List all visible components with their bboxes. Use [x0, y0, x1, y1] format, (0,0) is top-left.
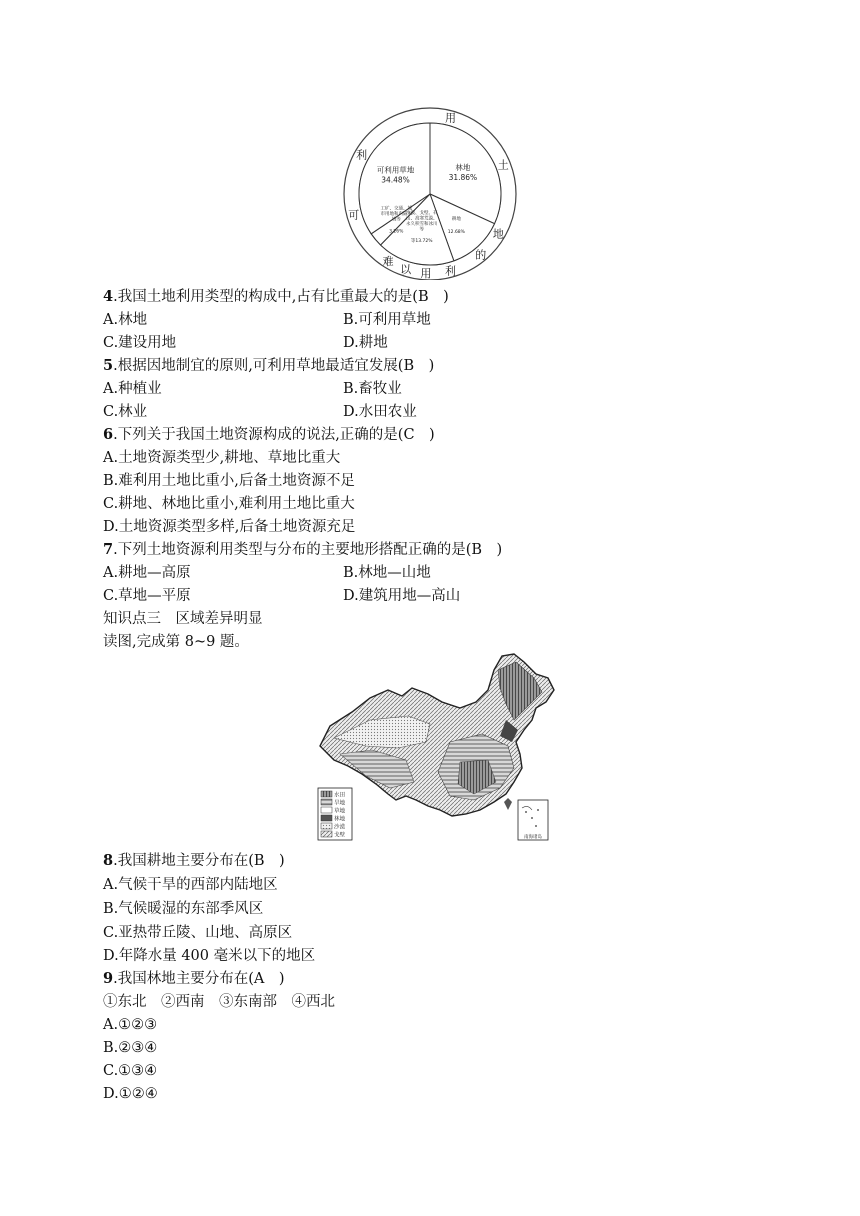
question-8-option-b: B.气候暖湿的东部季风区 [103, 901, 264, 917]
pie-ring-label-char: 地 [492, 227, 504, 241]
pie-slice-name: 林地 [455, 162, 471, 172]
pie-ring-label-char: 用 [444, 111, 456, 125]
question-6-option-d: D.土地资源类型多样,后备土地资源充足 [103, 519, 356, 535]
legend-swatch [321, 831, 332, 837]
option-b: B.可利用草地 [343, 312, 431, 328]
pie-ring-label-char: 土 [497, 158, 509, 172]
option-d: D.水田农业 [343, 404, 417, 420]
pie-ring-label-char: 难 [382, 254, 394, 268]
legend-swatch [321, 815, 332, 821]
question-4-options-row2 [103, 334, 388, 352]
legend-label: 草地 [334, 808, 346, 815]
inset-label: 南海诸岛 [524, 835, 542, 840]
pie-ring-label-char: 利 [444, 264, 456, 278]
option-c: C.林业 [103, 404, 148, 420]
pie-slice-value-label: 12.68% [447, 229, 465, 235]
question-7-options-row2 [103, 587, 461, 605]
read-instruction: 读图,完成第 8~9 题。 [103, 634, 249, 650]
pie-slice-name: 沙漠、戈壁、石山、高寒荒漠、永久积雪和冰川等 [405, 211, 438, 233]
option-c: C.草地—平原 [103, 588, 191, 604]
pie-ring-label-char: 的 [475, 248, 487, 262]
question-6-option-a: A.土地资源类型少,耕地、草地比重大 [103, 450, 341, 466]
legend-swatch [321, 791, 332, 797]
question-8-option-a: A.气候干旱的西部内陆地区 [103, 877, 278, 893]
question-8-option-c: C.亚热带丘陵、山地、高原区 [103, 925, 293, 941]
question-6-option-b: B.难利用土地比重小,后备土地资源不足 [103, 473, 355, 489]
legend-label: 戈壁 [334, 832, 346, 839]
legend-swatch [321, 823, 332, 829]
china-land-use-map [310, 650, 562, 842]
question-8-option-d: D.年降水量 400 毫米以下的地区 [103, 948, 316, 964]
pie-slice-name: 工矿、交通、城市用地和内陆水域等 [380, 206, 413, 223]
legend-label: 水田 [334, 792, 346, 799]
question-6-stem: 6.下列关于我国土地资源构成的说法,正确的是(C ) [103, 426, 435, 443]
pie-slice-value-label: 34.48% [381, 175, 410, 185]
question-9-sub-items: ①东北 ②西南 ③东南部 ④西北 [103, 994, 335, 1010]
legend-swatch [321, 807, 332, 813]
pie-slice-value-label: 3.26% [389, 229, 404, 235]
question-8-stem: 8.我国耕地主要分布在(B ) [103, 852, 285, 869]
option-d: D.耕地 [343, 335, 388, 351]
legend-swatch [321, 799, 332, 805]
question-9-option-c: C.①③④ [103, 1063, 158, 1079]
option-a: A.林地 [103, 312, 148, 328]
option-a: A.种植业 [103, 381, 162, 397]
legend-label: 旱地 [334, 800, 346, 807]
question-9-stem: 9.我国林地主要分布在(A ) [103, 970, 285, 987]
pie-slice-value-label: 等13.72% [410, 239, 433, 245]
question-9-option-d: D.①②④ [103, 1086, 158, 1102]
legend-label: 沙漠 [334, 824, 346, 831]
question-5-options-row2 [103, 403, 417, 421]
question-7-options-row1 [103, 564, 431, 582]
question-6-option-c: C.耕地、林地比重小,难利用土地比重大 [103, 496, 355, 512]
legend-label: 林地 [334, 816, 346, 823]
question-9-option-a: A.①②③ [103, 1017, 158, 1033]
question-4-stem: 4.我国土地利用类型的构成中,占有比重最大的是(B ) [103, 288, 449, 305]
pie-ring-label-char: 用 [420, 266, 432, 280]
option-a: A.耕地—高原 [103, 565, 191, 581]
question-9-option-b: B.②③④ [103, 1040, 158, 1056]
option-d: D.建筑用地—高山 [343, 588, 461, 604]
option-c: C.建设用地 [103, 335, 177, 351]
pie-ring-label-char: 利 [356, 148, 368, 162]
south-china-sea-inset [518, 800, 548, 840]
pie-slice-name: 耕地 [451, 216, 461, 222]
question-5-stem: 5.根据因地制宜的原则,可利用草地最适宜发展(B ) [103, 357, 435, 374]
pie-ring-label-char: 以 [400, 263, 412, 277]
question-7-stem: 7.下列土地资源利用类型与分布的主要地形搭配正确的是(B ) [103, 541, 503, 558]
pie-ring-label-char: 可 [348, 208, 360, 222]
option-b: B.畜牧业 [343, 381, 402, 397]
pie-slice-value-label: 31.86% [448, 172, 478, 182]
option-b: B.林地—山地 [343, 565, 431, 581]
question-4-options-row1 [103, 311, 431, 329]
pie-slice-name: 可利用草地 [376, 165, 415, 175]
section-title: 知识点三 区域差异明显 [103, 611, 263, 627]
question-5-options-row1 [103, 380, 402, 398]
land-use-pie-chart [336, 104, 524, 280]
